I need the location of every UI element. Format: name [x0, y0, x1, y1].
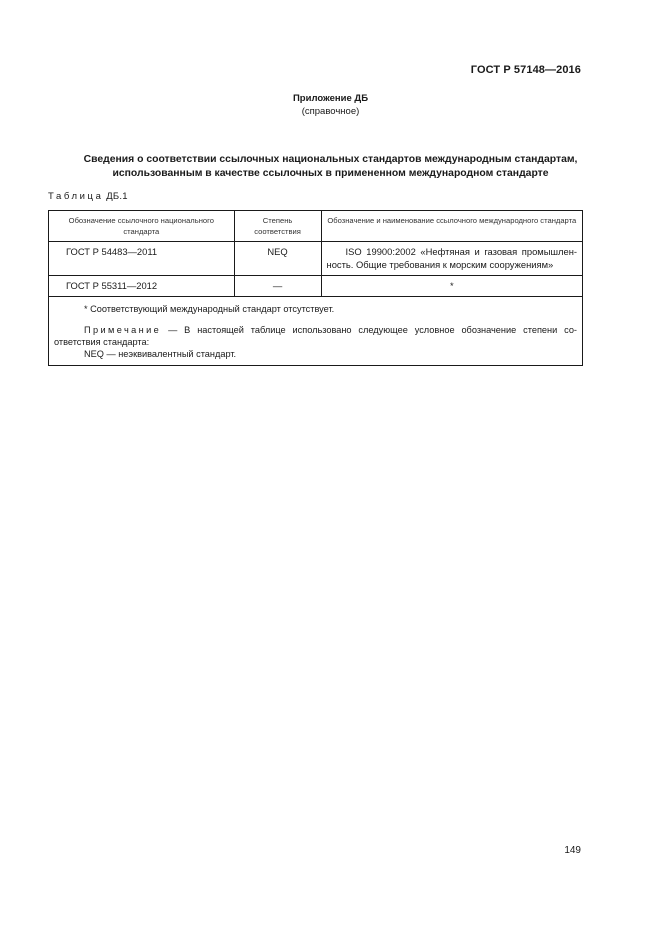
- correspondence-table: [48, 210, 583, 366]
- page-number: 149: [564, 845, 581, 856]
- table-footnote: * Соответствующий международный стандарт отсутствует.: [84, 304, 335, 314]
- cell-degree: —: [234, 276, 321, 297]
- cell-degree: NEQ: [234, 242, 321, 276]
- cell-national-standard: ГОСТ Р 55311—2012: [49, 276, 235, 297]
- table-note: [54, 324, 577, 348]
- table-row: [49, 242, 583, 276]
- table-notes-cell: [49, 297, 583, 366]
- cell-international-standard: ISO 19900:2002 «Нефтяная и газовая промышлен-ность. Общие требования к морским сооружениям»: [321, 242, 582, 276]
- section-heading-line2: использованным в качестве ссылочных в примененном международном стандарте: [112, 168, 549, 179]
- table-label-word: Таблица: [48, 191, 104, 202]
- table-notes-row: [49, 297, 583, 366]
- appendix-title: Приложение ДБ: [292, 93, 369, 104]
- table-legend: NEQ — неэквивалентный стандарт.: [84, 349, 237, 359]
- document-id: ГОСТ Р 57148—2016: [470, 64, 581, 76]
- column-header-national: Обозначение ссылочного национального стандарта: [49, 211, 235, 242]
- note-text: — В настоящей таблице использовано следующее условное обозначение степени со-ответствия стандарта:: [54, 325, 577, 347]
- column-header-international: Обозначение и наименование ссылочного международного стандарта: [321, 211, 582, 242]
- table-label-number: ДБ.1: [106, 191, 128, 202]
- table-row: [49, 276, 583, 297]
- cell-national-standard: ГОСТ Р 54483—2011: [49, 242, 235, 276]
- table-header-row: [49, 211, 583, 242]
- note-label: Примечание: [84, 325, 162, 335]
- appendix-block: [0, 92, 661, 118]
- section-heading: [40, 153, 621, 181]
- column-header-degree: Степень соответствия: [234, 211, 321, 242]
- section-heading-line1: Сведения о соответствии ссылочных национальных стандартов международным стандартам,: [83, 154, 578, 165]
- cell-international-standard: *: [321, 276, 582, 297]
- appendix-subtitle: (справочное): [301, 106, 360, 117]
- table-label: [48, 191, 128, 202]
